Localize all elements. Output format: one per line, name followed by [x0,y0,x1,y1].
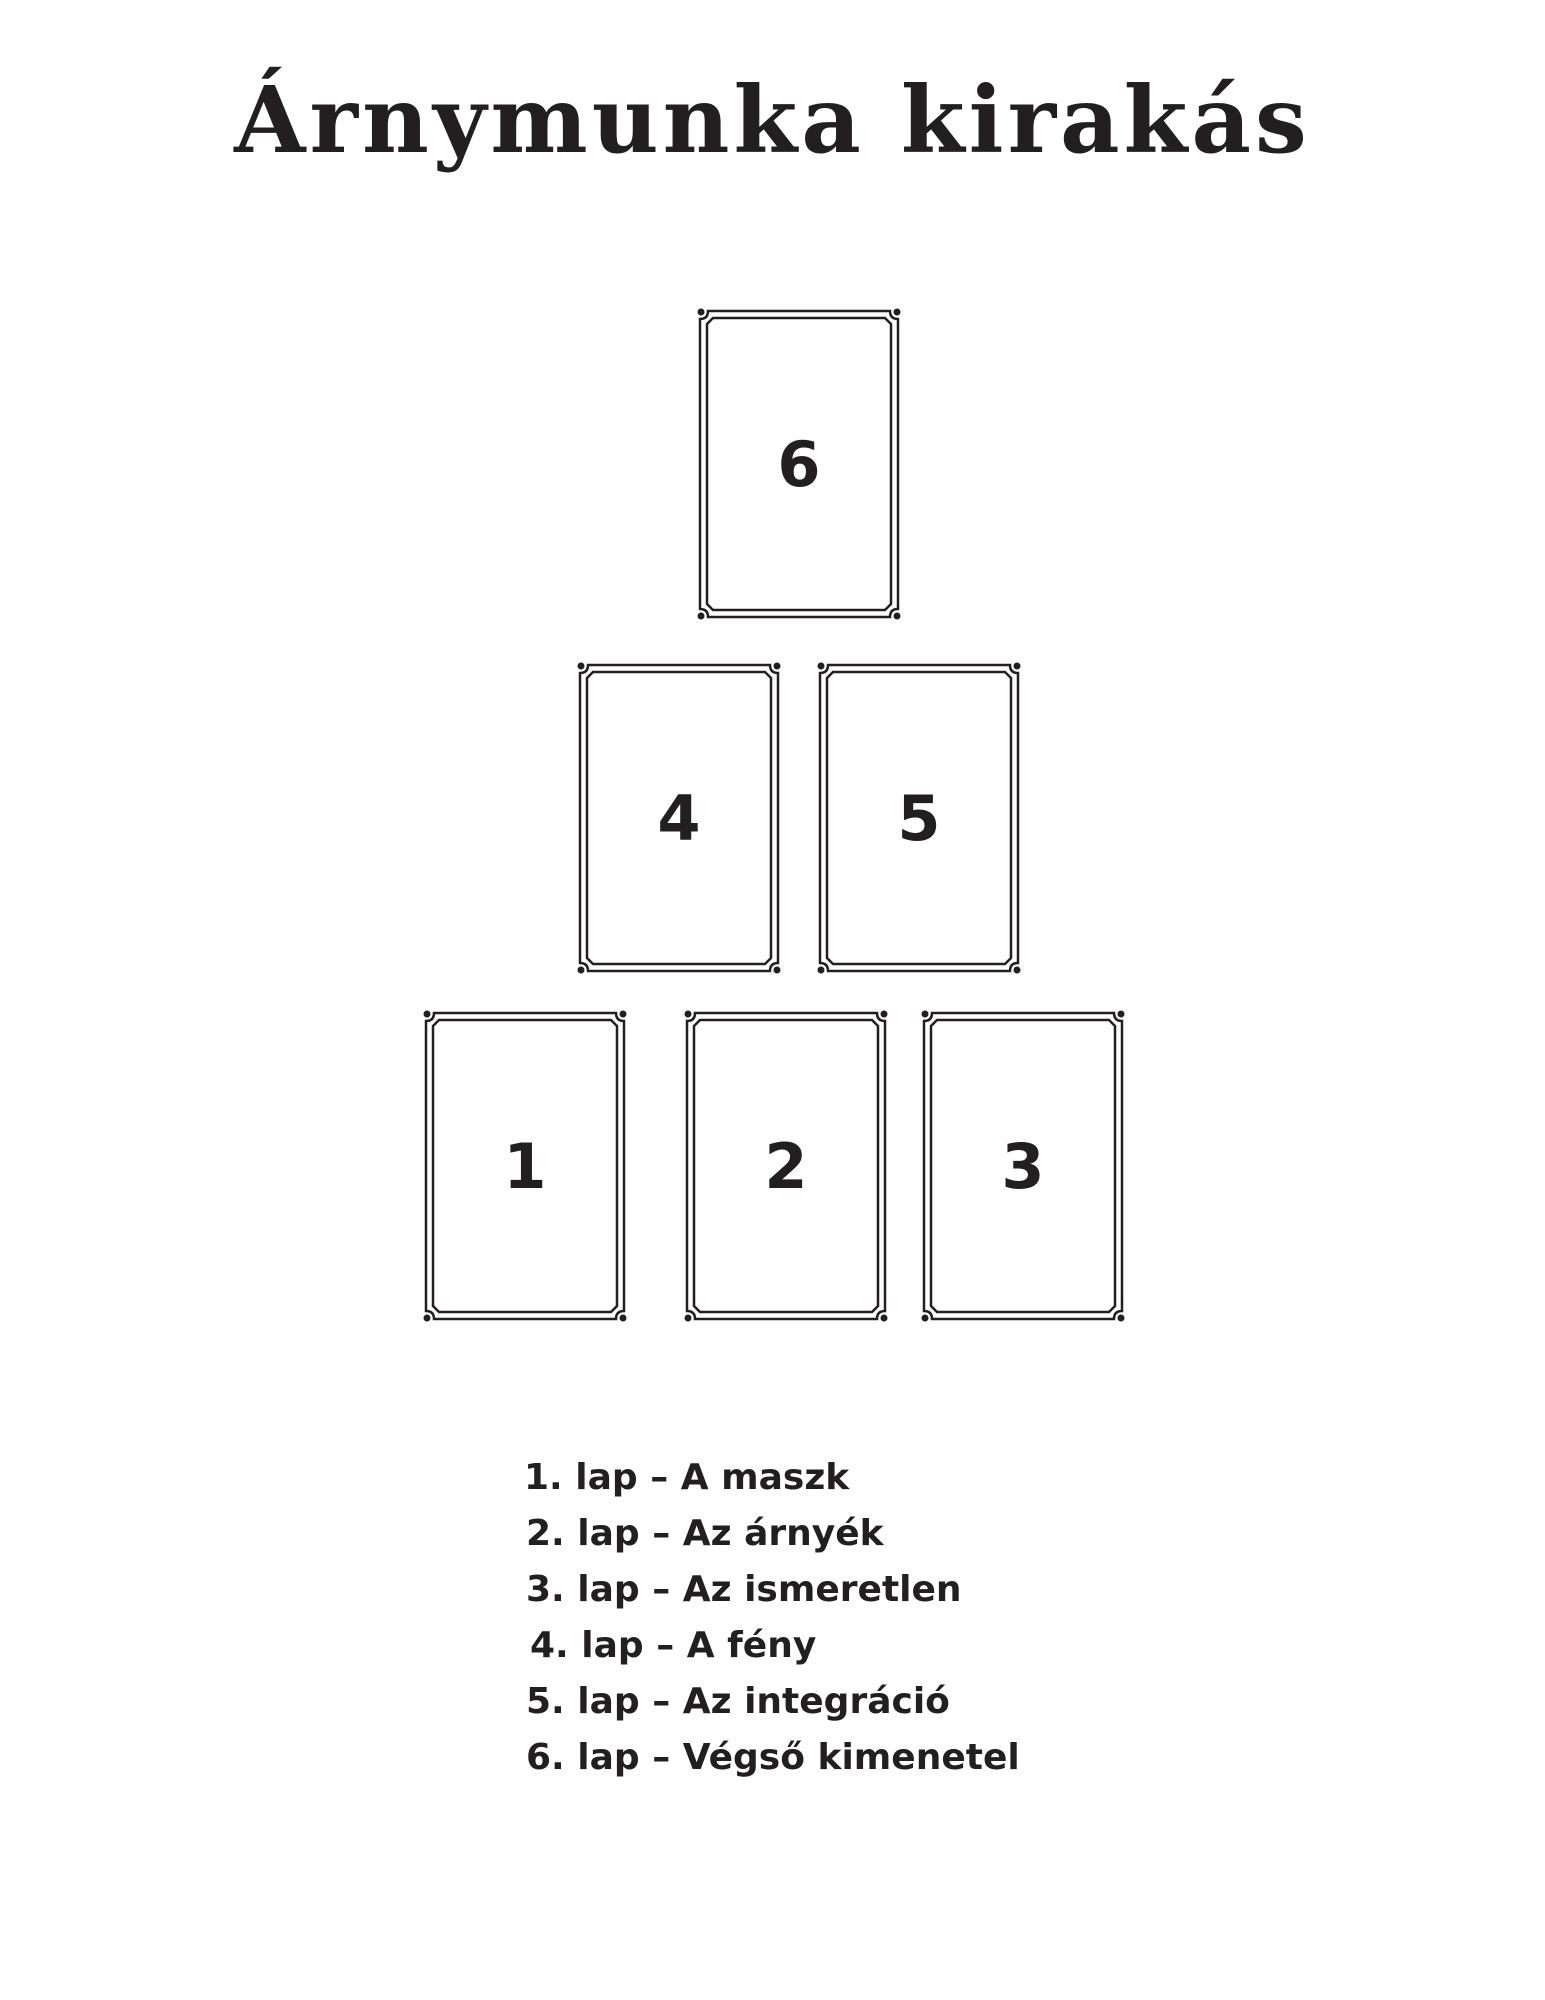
card-number: 3 [1001,1129,1045,1203]
card-legend [524,1450,1020,1786]
legend-item: 3. lap – Az ismeretlen [526,1569,962,1610]
legend-item: 1. lap – A maszk [524,1457,850,1498]
card-slot-3 [921,1010,1125,1322]
legend-item: 2. lap – Az árnyék [526,1513,884,1554]
card-number: 6 [777,427,821,501]
legend-item: 5. lap – Az integráció [526,1681,950,1722]
page-title: Árnymunka kirakás [234,66,1311,174]
legend-item: 4. lap – A fény [530,1625,817,1666]
card-number: 5 [897,781,941,855]
card-number: 2 [764,1129,808,1203]
legend-item: 6. lap – Végső kimenetel [526,1737,1020,1778]
card-number: 1 [503,1129,547,1203]
card-slot-5 [817,662,1021,974]
card-slot-1 [423,1010,627,1322]
card-number: 4 [657,781,701,855]
card-slot-4 [577,662,781,974]
card-slot-6 [697,308,901,620]
card-slot-2 [684,1010,888,1322]
